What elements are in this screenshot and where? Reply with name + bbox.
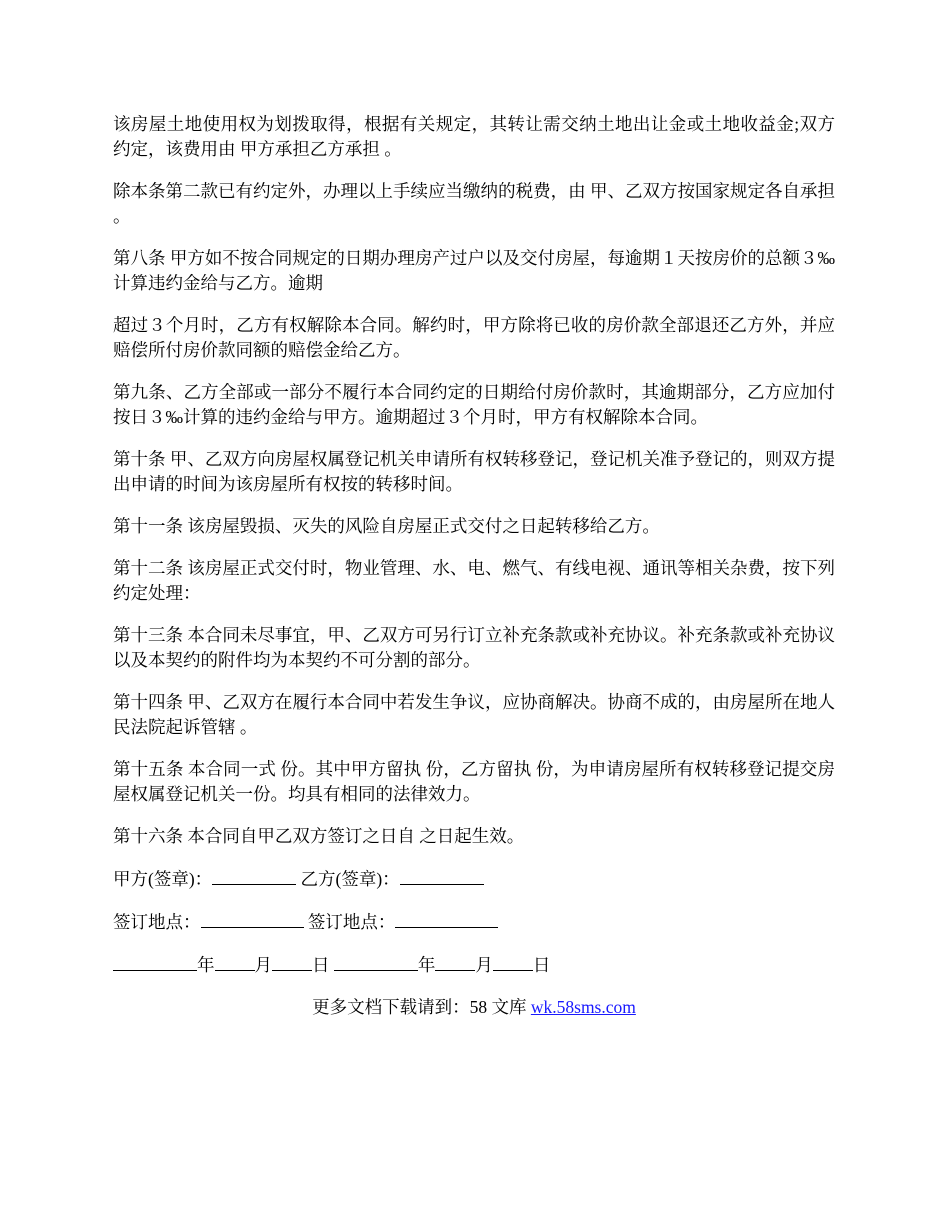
month-b-blank[interactable]	[435, 952, 475, 971]
day-b-label: 日	[532, 955, 551, 975]
day-a-blank[interactable]	[272, 952, 312, 971]
party-b-signature-blank[interactable]	[400, 866, 484, 885]
paragraph-article-8-cont: 超过３个月时，乙方有权解除本合同。解约时，甲方除将已收的房价款全部退还乙方外，并应赔偿所付房价款同额的赔偿金给乙方。	[113, 315, 835, 360]
footer-link[interactable]: wk.58sms.com	[530, 997, 636, 1017]
place-line	[113, 909, 835, 935]
paragraph-article-14: 第十四条 甲、乙双方在履行本合同中若发生争议，应协商解决。协商不成的，由房屋所在地人民法院起诉管辖 。	[113, 692, 835, 737]
month-a-label: 月	[254, 955, 272, 975]
paragraph-land-fee: 该房屋土地使用权为划拨取得，根据有关规定，其转让需交纳土地出让金或土地收益金;双方约定，该费用由 甲方承担乙方承担 。	[113, 114, 835, 159]
paragraph-article-11: 第十一条 该房屋毁损、灭失的风险自房屋正式交付之日起转移给乙方。	[113, 516, 660, 536]
date-line	[113, 952, 835, 978]
paragraph-tax: 除本条第二款已有约定外，办理以上手续应当缴纳的税费，由 甲、乙双方按国家规定各自承担 。	[113, 181, 835, 226]
footer-text: 更多文档下载请到：58 文库	[312, 997, 531, 1017]
year-a-label: 年	[197, 955, 215, 975]
month-a-blank[interactable]	[215, 952, 255, 971]
place-b-blank[interactable]	[395, 909, 498, 928]
footer	[113, 995, 835, 1020]
document-page	[113, 112, 835, 1020]
paragraph-article-15: 第十五条 本合同一式 份。其中甲方留执 份，乙方留执 份，为申请房屋所有权转移登记提交房屋权属登记机关一份。均具有相同的法律效力。	[113, 759, 835, 804]
paragraph-article-16: 第十六条 本合同自甲乙双方签订之日自 之日起生效。	[113, 826, 525, 846]
paragraph-article-10: 第十条 甲、乙双方向房屋权属登记机关申请所有权转移登记，登记机关准予登记的，则双方提出申请的时间为该房屋所有权按的转移时间。	[113, 449, 835, 494]
year-a-blank[interactable]	[113, 952, 197, 971]
paragraph-article-8: 第八条 甲方如不按合同规定的日期办理房产过户以及交付房屋，每逾期１天按房价的总额３‰计算违约金给与乙方。逾期	[113, 248, 835, 293]
paragraph-article-9: 第九条、乙方全部或一部分不履行本合同约定的日期给付房价款时，其逾期部分，乙方应加付按日３‰计算的违约金给与甲方。逾期超过３个月时，甲方有权解除本合同。	[113, 382, 835, 427]
paragraph-article-13: 第十三条 本合同未尽事宜，甲、乙双方可另行订立补充条款或补充协议。补充条款或补充协议以及本契约的附件均为本契约不可分割的部分。	[113, 625, 835, 670]
day-a-label: 日	[312, 955, 330, 975]
place-a-label: 签订地点：	[113, 912, 201, 932]
year-b-blank[interactable]	[334, 952, 418, 971]
place-a-blank[interactable]	[201, 909, 304, 928]
paragraph-article-12: 第十二条 该房屋正式交付时，物业管理、水、电、燃气、有线电视、通讯等相关杂费，按下列约定处理：	[113, 558, 835, 603]
party-a-signature-blank[interactable]	[212, 866, 296, 885]
year-b-label: 年	[417, 955, 436, 975]
party-b-label: 乙方(签章)：	[300, 869, 400, 889]
party-a-label: 甲方(签章)：	[113, 869, 213, 889]
month-b-label: 月	[475, 955, 493, 975]
signature-line	[113, 866, 835, 892]
day-b-blank[interactable]	[493, 952, 533, 971]
place-b-label: 签订地点：	[307, 912, 396, 932]
